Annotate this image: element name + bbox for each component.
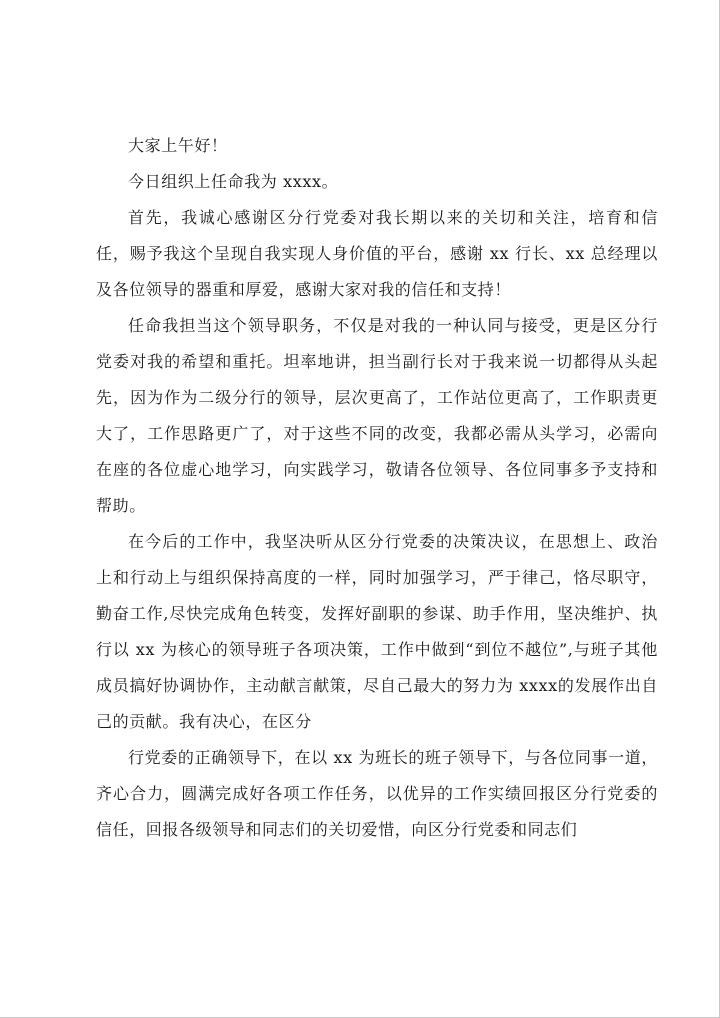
paragraph-greeting: 大家上午好！ bbox=[128, 136, 228, 155]
paragraph-appointment: 今日组织上任命我为 xxxx。 bbox=[128, 172, 339, 191]
paragraph-continuation: 行党委的正确领导下，在以 xx 为班长的班子领导下，与各位同事一道，齐心合力，圆满完成好各项工作任务，以优异的工作实绩回报区分行党委的信任，回报各级领导和同志们的关切爱惜，向区分行党委和同志们 bbox=[96, 748, 658, 839]
paragraph-commitment: 在今后的工作中，我坚决听从区分行党委的决策决议，在思想上、政治上和行动上与组织保持高度的一样，同时加强学习，严于律己，恪尽职守，勤奋工作,尽快完成角色转变，发挥好副职的参谋、助手作用，坚决维护、执行以 xx 为核心的领导班子各项决策，工作中做到“到位不越位”,与班子其他成员搞好协调协作，主动献言献策，尽自己最大的努力为 xxxx的发展作出自己的贡献。我有决心，在区分 bbox=[96, 532, 658, 731]
paragraph-responsibility: 任命我担当这个领导职务，不仅是对我的一种认同与接受，更是区分行党委对我的希望和重托。坦率地讲，担当副行长对于我来说一切都得从头起先，因为作为二级分行的领导，层次更高了，工作站位更高了，工作职责更大了，工作思路更广了，对于这些不同的改变，我都必需从头学习，必需向在座的各位虚心地学习，向实践学习，敬请各位领导、各位同事多予支持和帮助。 bbox=[96, 316, 658, 515]
document-body bbox=[96, 128, 658, 848]
paragraph-thanks: 首先，我诚心感谢区分行党委对我长期以来的关切和关注，培育和信任，赐予我这个呈现自我实现人身价值的平台，感谢 xx 行长、xx 总经理以及各位领导的器重和厚爱，感谢大家对我的信任和支持！ bbox=[96, 208, 658, 299]
